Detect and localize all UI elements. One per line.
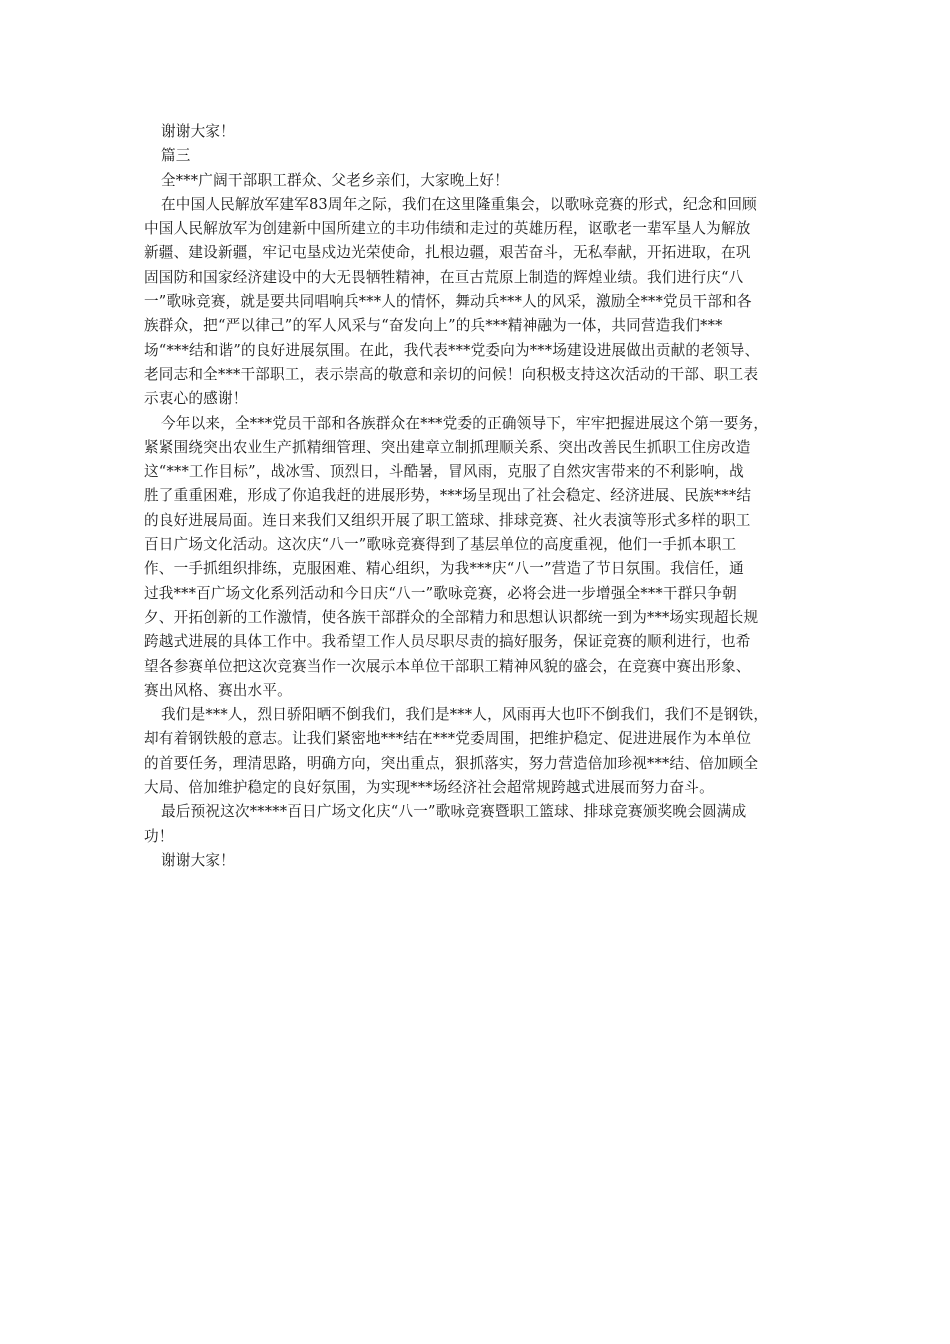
text-line: 中国人民解放军为创建新中国所建立的丰功伟绩和走过的英雄历程，讴歌老一辈军垦人为解放 — [144, 220, 751, 238]
text-line: 最后预祝这次*****百日广场文化庆“八一”歌咏竞赛暨职工篮球、排球竞赛颁奖晚会圆满成 — [161, 803, 747, 821]
text-line: 作、一手抓组织排练，克服困难、精心组织，为我***庆“八一”营造了节日氛围。我信任，通 — [144, 560, 744, 578]
text-line: 族群众，把“严以律己”的军人风采与“奋发向上”的兵***精神融为一体，共同营造我们*** — [144, 317, 723, 335]
text-line: 望各参赛单位把这次竞赛当作一次展示本单位干部职工精神风貌的盛会，在竞赛中赛出形象、 — [144, 657, 751, 675]
text-line: 赛出风格、赛出水平。 — [144, 681, 292, 699]
text-line: 过我***百广场文化系列活动和今日庆“八一”歌咏竞赛，必将会进一步增强全***干群只争朝 — [144, 584, 737, 602]
text-line: 固国防和国家经济建设中的大无畏牺牲精神，在亘古荒原上制造的辉煌业绩。我们进行庆“八 — [144, 268, 744, 286]
text-line: 我们是***人，烈日骄阳晒不倒我们，我们是***人，风雨再大也吓不倒我们，我们不是钢铁， — [161, 706, 769, 724]
text-line: 今年以来，全***党员干部和各族群众在***党委的正确领导下，牢牢把握进展这个第一要务， — [161, 414, 769, 432]
text-line: 夕、开拓创新的工作激情，使各族干部群众的全部精力和思想认识都统一到为***场实现超长规 — [144, 608, 759, 626]
text-line: 却有着钢铁般的意志。让我们紧密地***结在***党委周围，把维护稳定、促进进展作为本单位 — [144, 730, 752, 748]
text-line: 跨越式进展的具体工作中。我希望工作人员尽职尽责的搞好服务，保证竞赛的顺利进行，也希 — [144, 633, 751, 651]
text-line: 谢谢大家！ — [161, 851, 235, 869]
text-line: 胜了重重困难，形成了你追我赶的进展形势，***场呈现出了社会稳定、经济进展、民族***结 — [144, 487, 752, 505]
text-line: 功！ — [144, 827, 174, 845]
text-line: 全***广阔干部职工群众、父老乡亲们，大家晚上好！ — [161, 171, 509, 189]
text-line: 新疆、建设新疆，牢记屯垦戍边光荣使命，扎根边疆，艰苦奋斗，无私奉献，开拓进取，在巩 — [144, 244, 751, 262]
text-line: 篇三 — [161, 147, 191, 165]
text-line: 的首要任务，理清思路，明确方向，突出重点，狠抓落实，努力营造倍加珍视***结、倍加顾全 — [144, 754, 759, 772]
text-line: 示衷心的感谢！ — [144, 390, 248, 408]
text-line: 场“***结和谐”的良好进展氛围。在此，我代表***党委向为***场建设进展做出贡献的老领导、 — [144, 341, 760, 359]
text-line: 老同志和全***干部职工，表示崇高的敬意和亲切的问候！向积极支持这次活动的干部、职工表 — [144, 365, 759, 383]
text-line: 紧紧围绕突出农业生产抓精细管理、突出建章立制抓理顺关系、突出改善民生抓职工住房改造 — [144, 438, 751, 456]
text-line: 在中国人民解放军建军83周年之际，我们在这里隆重集会，以歌咏竞赛的形式，纪念和回顾 — [161, 195, 757, 213]
text-line: 谢谢大家！ — [161, 123, 235, 140]
document-body — [144, 120, 808, 873]
text-line: 的良好进展局面。连日来我们又组织开展了职工篮球、排球竞赛、社火表演等形式多样的职工 — [144, 511, 751, 529]
text-line: 一”歌咏竞赛，就是要共同唱响兵***人的情怀，舞动兵***人的风采，激励全***党员干部和各 — [144, 293, 752, 311]
text-line: 大局、倍加维护稳定的良好氛围，为实现***场经济社会超常规跨越式进展而努力奋斗。 — [144, 779, 714, 797]
text-line: 百日广场文化活动。这次庆“八一”歌咏竞赛得到了基层单位的高度重视，他们一手抓本职工 — [144, 536, 737, 554]
text-line: 这“***工作目标”，战冰雪、顶烈日，斗酷暑，冒风雨，克服了自然灾害带来的不利影响，战 — [144, 463, 744, 481]
